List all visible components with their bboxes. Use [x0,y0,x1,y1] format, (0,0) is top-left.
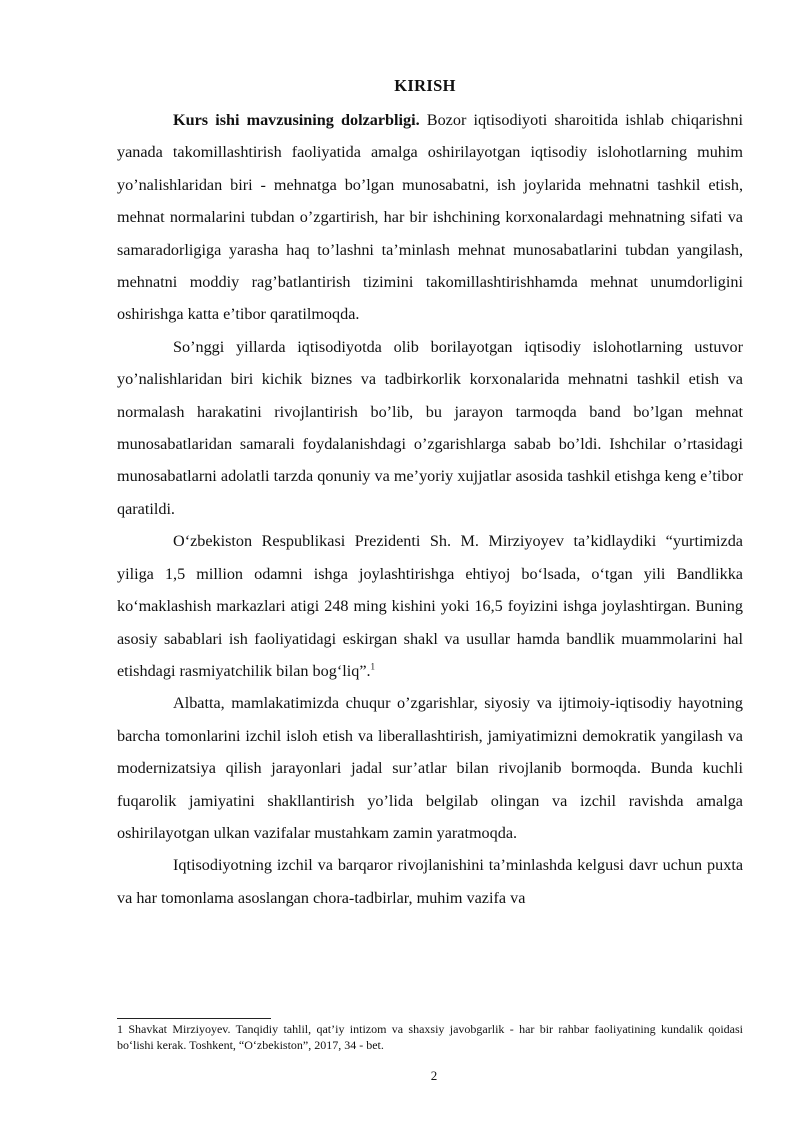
page-number: 2 [430,1068,438,1083]
paragraph-1 [117,104,743,331]
body-text [117,104,743,914]
paragraph-5 [117,849,743,914]
paragraph-lead: Kurs ishi mavzusining dolzarbligi. [173,111,420,129]
paragraph-4 [117,687,743,849]
paragraph-3 [117,525,743,687]
paragraph-text: Bozor iqtisodiyoti sharoitida ishlab chiqarishni yanada takomillashtirish faoliyatida amalga oshirilayotgan iqtisodiy islohotlarning muhim yo’nalishlaridan biri - mehnatga bo’lgan munosabatni, ish joylarida mehnatni tashkil etish, mehnat normalarini tubdan o’zgartirish, har bir ishchining korxonalardagi mehnatning sifati va samaradorligiga yarasha haq to’lashni ta’minlash mehnat munosabatlarini tubdan yangilash, mehnatni moddiy rag’batlantirish tizimini takomillashtirishhamda mehnat unumdorligini oshirishga katta e’tibor qaratilmoqda. [117,111,743,324]
paragraph-text: Iqtisodiyotning izchil va barqaror rivojlanishini ta’minlashda kelgusi davr uchun puxta va har tomonlama asoslangan chora-tadbirlar, muhim vazifa va [117,856,743,907]
paragraph-text: Albatta, mamlakatimizda chuqur o’zgarishlar, siyosiy va ijtimoiy-iqtisodiy hayotning barcha tomonlarini izchil isloh etish va liberallashtirish, jamiyatimizni demokratik yangilash va modernizatsiya qilish jarayonlari jadal sur’atlar bilan rivojlanib bormoqda. Bunda kuchli fuqarolik jamiyatini shakllantirish yo’lida belgilab olingan va izchil ravishda amalga oshirilayotgan ulkan vazifalar mustahkam zamin yaratmoqda. [117,694,743,842]
footnote: 1 Shavkat Mirziyoyev. Tanqidiy tahlil, qat’iy intizom va shaxsiy javobgarlik - har bir rahbar faoliyatining kundalik qoidasi bo‘lishi kerak. Toshkent, “O‘zbekiston”, 2017, 34 - bet. [117,1022,743,1052]
footnote-divider [117,1018,271,1019]
paragraph-2 [117,331,743,525]
footnote-reference[interactable]: 1 [370,661,376,672]
paragraph-text: So’nggi yillarda iqtisodiyotda olib borilayotgan iqtisodiy islohotlarning ustuvor yo’nalishlaridan biri kichik biznes va tadbirkorlik korxonalarida mehnatni tashkil etish va normalash harakatini rivojlantirish bo’lib, bu jarayon tarmoqda band bo’lgan mehnat munosabatlaridan samarali foydalanishdagi o’zgarishlarga sabab bo’ldi. Ishchilar o’rtasidagi munosabatlarni adolatli tarzda qonuniy va me’yoriy xujjatlar asosida tashkil etishga keng e’tibor qaratildi. [117,337,743,518]
paragraph-text: O‘zbekiston Respublikasi Prezidenti Sh. M. Mirziyoyev ta’kidlaydiki “yurtimizda yiliga 1,5 million odamni ishga joylashtirishga ehtiyoj bo‘lsada, o‘tgan yili Bandlikka ko‘maklashish markazlari atigi 248 ming kishini yoki 16,5 foyizini ishga joylashtirgan. Buning asosiy sabablari ish faoliyatidagi eskirgan shakl va usullar hamda bandlik muammolarini hal etishdagi rasmiyatchilik bilan bog‘liq”. [117,532,743,680]
section-heading: KIRISH [394,76,456,95]
